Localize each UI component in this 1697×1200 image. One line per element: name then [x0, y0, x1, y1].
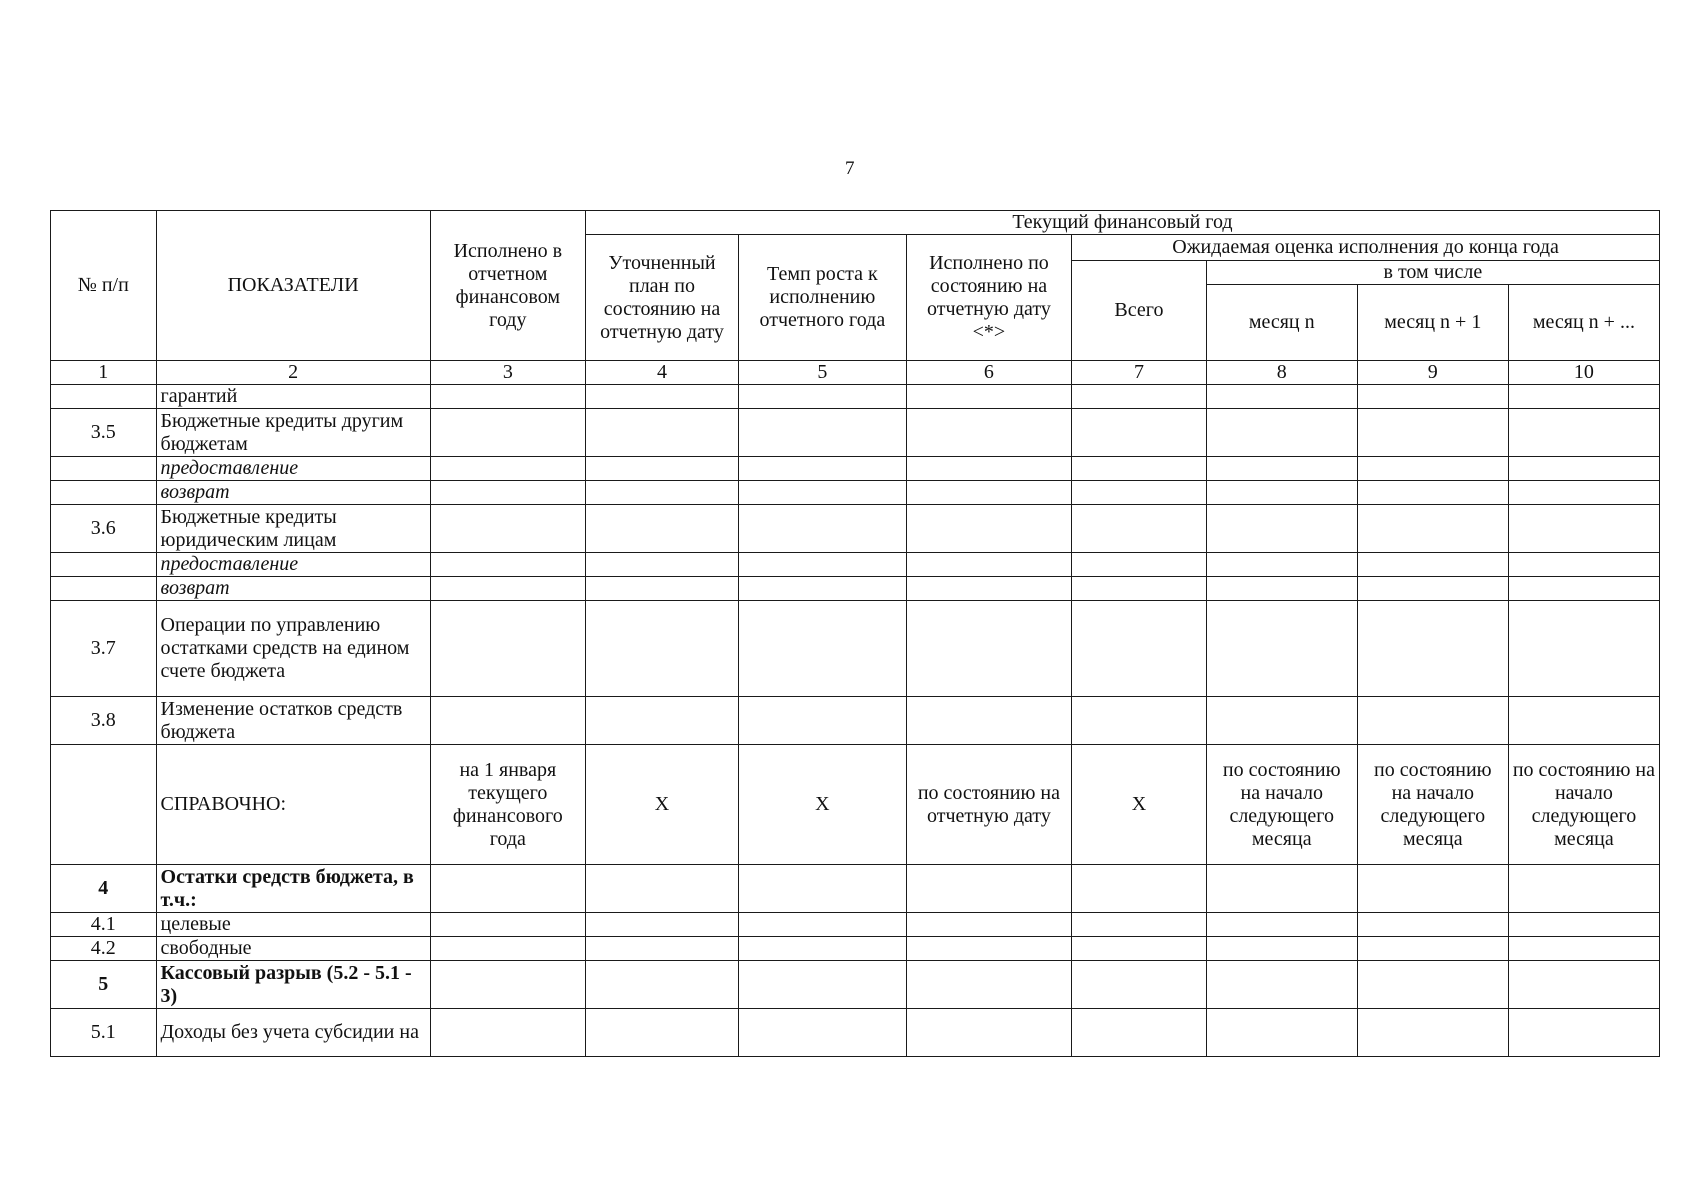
column-number: 3 — [430, 361, 585, 385]
row-label: Кассовый разрыв (5.2 - 5.1 - 3) — [156, 961, 430, 1009]
table-row — [51, 409, 1660, 457]
row-number: 4.1 — [51, 913, 157, 937]
column-number: 7 — [1072, 361, 1207, 385]
reference-col9: по состоянию на начало следующего месяца — [1357, 745, 1508, 865]
table-row — [51, 913, 1660, 937]
table-row — [51, 1009, 1660, 1057]
reference-row — [51, 745, 1660, 865]
table-row — [51, 577, 1660, 601]
row-label: предоставление — [156, 553, 430, 577]
column-number: 6 — [906, 361, 1072, 385]
row-label: возврат — [156, 481, 430, 505]
column-number: 4 — [585, 361, 738, 385]
table-row — [51, 385, 1660, 409]
row-number: 3.7 — [51, 601, 157, 697]
header-col-plan: Уточненный план по состоянию на отчетную дату — [585, 235, 738, 361]
row-number — [51, 577, 157, 601]
reference-col7: Х — [1072, 745, 1207, 865]
reference-col8: по состоянию на начало следующего месяца — [1206, 745, 1357, 865]
header-col-month-n: месяц n — [1206, 285, 1357, 361]
table-row — [51, 481, 1660, 505]
column-number: 10 — [1508, 361, 1659, 385]
column-number: 1 — [51, 361, 157, 385]
row-number — [51, 481, 157, 505]
budget-table — [50, 210, 1660, 1057]
row-number: 3.5 — [51, 409, 157, 457]
row-number: 4 — [51, 865, 157, 913]
header-col-total: Всего — [1072, 261, 1207, 361]
column-number: 9 — [1357, 361, 1508, 385]
column-number-row — [51, 361, 1660, 385]
header-col-month-n1: месяц n + 1 — [1357, 285, 1508, 361]
row-label: свободные — [156, 937, 430, 961]
header-expected-group: Ожидаемая оценка исполнения до конца года — [1072, 235, 1660, 261]
row-number: 3.8 — [51, 697, 157, 745]
reference-col10: по состоянию на начало следующего месяца — [1508, 745, 1659, 865]
reference-col5: Х — [739, 745, 907, 865]
row-number: 3.6 — [51, 505, 157, 553]
row-number: 5 — [51, 961, 157, 1009]
row-label: гарантий — [156, 385, 430, 409]
column-number: 8 — [1206, 361, 1357, 385]
row-label: предоставление — [156, 457, 430, 481]
column-number: 2 — [156, 361, 430, 385]
row-label: Остатки средств бюджета, в т.ч.: — [156, 865, 430, 913]
row-label: Бюджетные кредиты юридическим лицам — [156, 505, 430, 553]
row-label: Доходы без учета субсидии на — [156, 1009, 430, 1057]
row-label: целевые — [156, 913, 430, 937]
header-col-growth: Темп роста к исполнению отчетного года — [739, 235, 907, 361]
row-number — [51, 553, 157, 577]
header-col-prev-year: Исполнено в отчетном финансовом году — [430, 211, 585, 361]
table-row — [51, 553, 1660, 577]
table-row — [51, 865, 1660, 913]
header-col-done: Исполнено по состоянию на отчетную дату <*> — [906, 235, 1072, 361]
header-col-month-n-more: месяц n + ... — [1508, 285, 1659, 361]
row-number — [51, 385, 157, 409]
header-col-num: № п/п — [51, 211, 157, 361]
reference-label: СПРАВОЧНО: — [156, 745, 430, 865]
row-label: Бюджетные кредиты другим бюджетам — [156, 409, 430, 457]
table-row — [51, 505, 1660, 553]
page-number: 7 — [845, 158, 855, 179]
header-including-group: в том числе — [1206, 261, 1659, 285]
table-row — [51, 937, 1660, 961]
table-row — [51, 457, 1660, 481]
row-number: 5.1 — [51, 1009, 157, 1057]
table-row — [51, 961, 1660, 1009]
header-current-year-group: Текущий финансовый год — [585, 211, 1659, 235]
reference-col3: на 1 января текущего финансового года — [430, 745, 585, 865]
header-col-indicators: ПОКАЗАТЕЛИ — [156, 211, 430, 361]
row-label: возврат — [156, 577, 430, 601]
row-label: Операции по управлению остатками средств на едином счете бюджета — [156, 601, 430, 697]
row-number: 4.2 — [51, 937, 157, 961]
reference-col4: Х — [585, 745, 738, 865]
column-number: 5 — [739, 361, 907, 385]
table-row — [51, 697, 1660, 745]
row-number — [51, 457, 157, 481]
table-row — [51, 601, 1660, 697]
reference-col6: по состоянию на отчетную дату — [906, 745, 1072, 865]
row-label: Изменение остатков средств бюджета — [156, 697, 430, 745]
